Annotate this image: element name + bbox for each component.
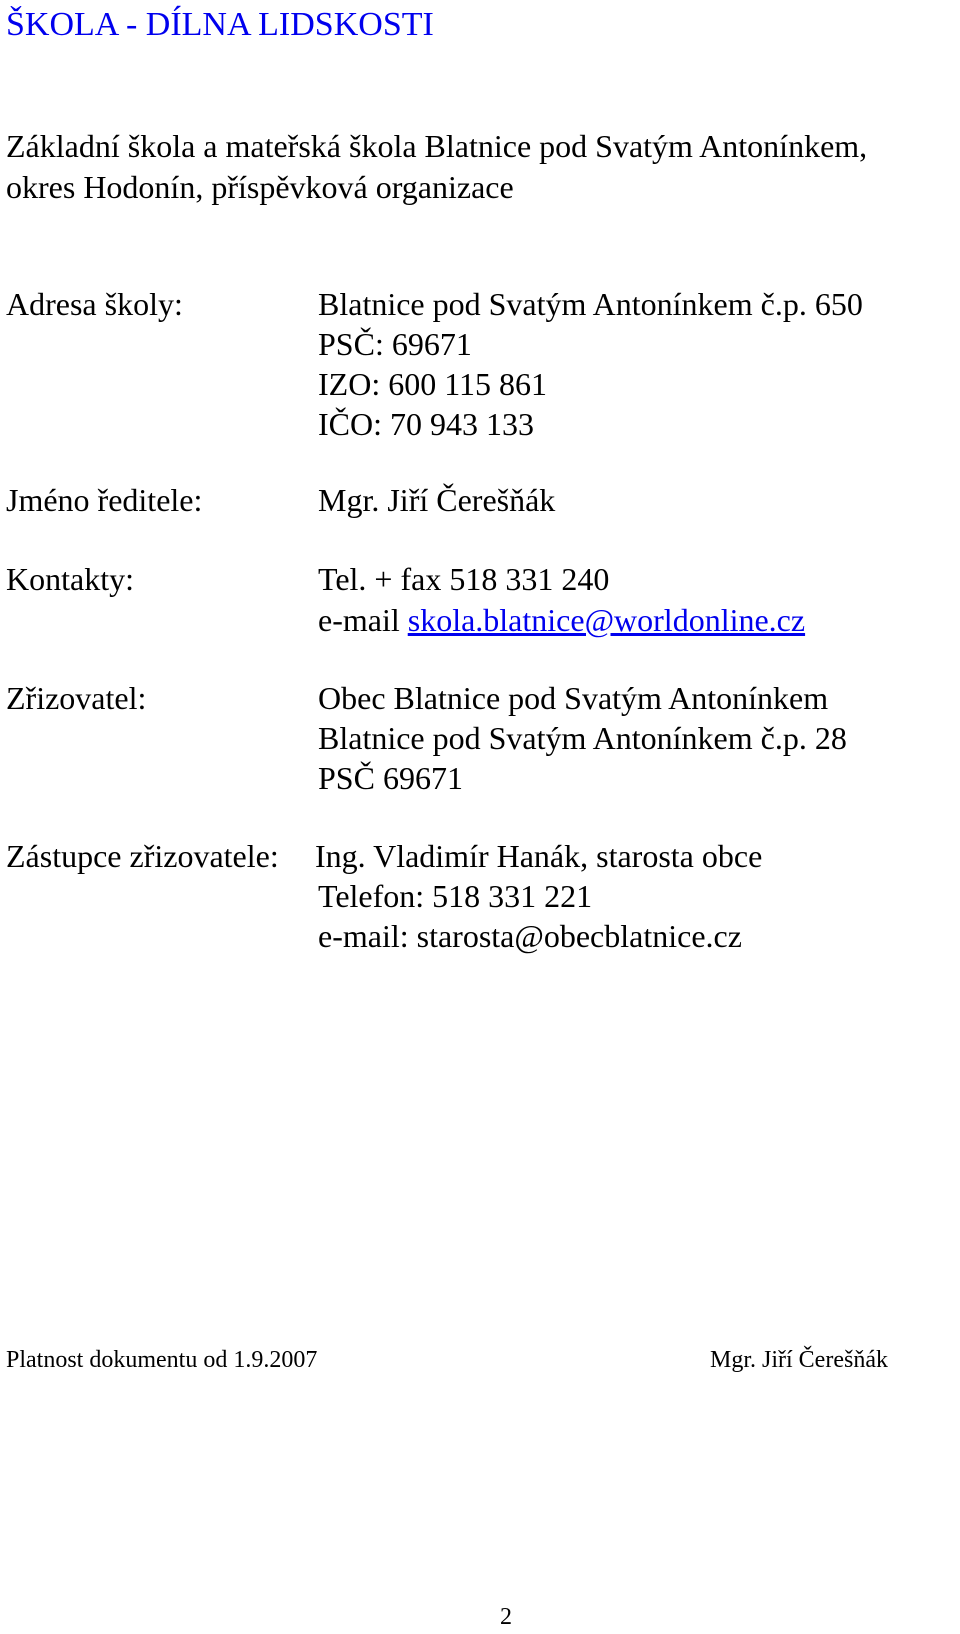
- director-label: Jméno ředitele:: [6, 482, 203, 518]
- school-email-link[interactable]: skola.blatnice@worldonline.cz: [407, 602, 806, 638]
- contacts-email-row: [318, 604, 805, 636]
- director-name: Mgr. Jiří Čerešňák: [318, 482, 556, 518]
- address-street: Blatnice pod Svatým Antonínkem č.p. 650: [318, 286, 863, 322]
- school-name-line1: Základní škola a mateřská škola Blatnice pod Svatým Antonínkem,: [6, 128, 868, 164]
- founder-label: Zřizovatel:: [6, 680, 147, 716]
- founder-psc: PSČ 69671: [318, 760, 463, 796]
- contacts-tel: Tel. + fax 518 331 240: [318, 561, 610, 597]
- school-name-line2: okres Hodonín, příspěvková organizace: [6, 169, 514, 205]
- signature-name: Mgr. Jiří Čerešňák: [710, 1347, 888, 1373]
- address-psc: PSČ: 69671: [318, 326, 472, 362]
- address-label: Adresa školy:: [6, 286, 183, 322]
- representative-email: e-mail: starosta@obecblatnice.cz: [318, 918, 742, 954]
- representative-label: Zástupce zřizovatele:: [6, 838, 279, 874]
- contacts-label: Kontakty:: [6, 561, 134, 597]
- representative-phone: Telefon: 518 331 221: [318, 878, 593, 914]
- document-title: ŠKOLA - DÍLNA LIDSKOSTI: [6, 6, 434, 43]
- page-number: 2: [500, 1604, 512, 1630]
- representative-name: Ing. Vladimír Hanák, starosta obce: [315, 838, 763, 874]
- contacts-email-label: e-mail: [318, 602, 408, 638]
- address-izo: IZO: 600 115 861: [318, 366, 548, 402]
- document-validity: Platnost dokumentu od 1.9.2007: [6, 1347, 318, 1373]
- founder-address: Blatnice pod Svatým Antonínkem č.p. 28: [318, 720, 847, 756]
- founder-name: Obec Blatnice pod Svatým Antonínkem: [318, 680, 829, 716]
- address-ico: IČO: 70 943 133: [318, 406, 534, 442]
